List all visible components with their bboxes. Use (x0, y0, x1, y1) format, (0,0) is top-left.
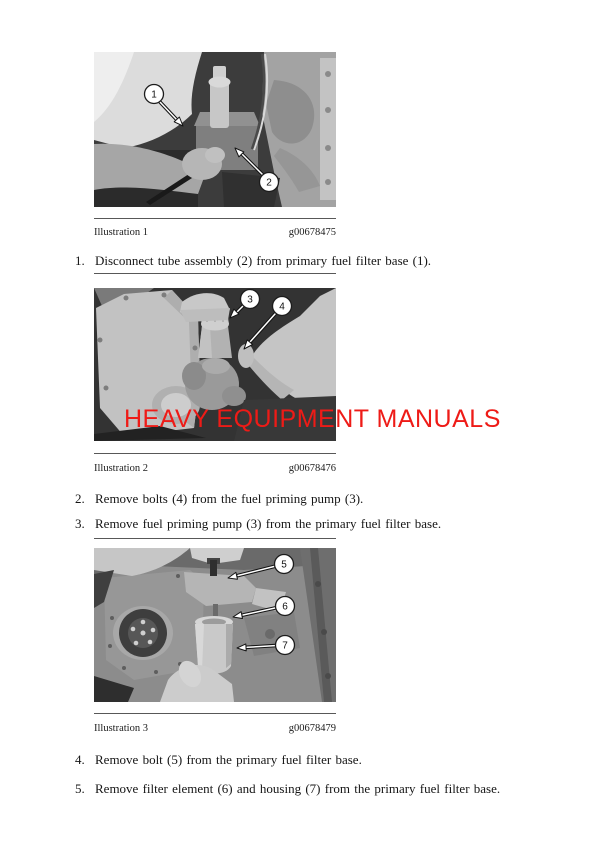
step-3-text: Remove fuel priming pump (3) from the primary fuel filter base. (95, 516, 442, 531)
step-2 (75, 491, 550, 507)
illustration-1-code: g00678475 (288, 227, 336, 238)
callout-7-number: 7 (282, 640, 288, 652)
illustration-3-top-divider (94, 538, 336, 539)
step-5-number: 5. (75, 781, 85, 796)
callout-6-number: 6 (282, 601, 288, 613)
illustration-2-top-divider (94, 273, 336, 274)
illustration-1-photo (94, 52, 336, 207)
callout-2-number: 2 (266, 177, 272, 189)
step-4 (75, 752, 550, 768)
illustration-1-divider (94, 218, 336, 219)
step-3-number: 3. (75, 516, 85, 531)
step-3 (75, 516, 550, 532)
illustration-2-label: Illustration 2 (94, 463, 148, 474)
illustration-2-caption (94, 462, 336, 475)
step-2-text: Remove bolts (4) from the fuel priming pump (3). (95, 491, 364, 506)
step-5 (75, 781, 550, 797)
callout-4-number: 4 (279, 301, 285, 313)
watermark-text: HEAVY EQUIPMENT MANUALS (124, 405, 501, 433)
illustration-3-photo (94, 548, 336, 702)
illustration-1-caption (94, 226, 336, 239)
filter-element-housing-graphic (94, 548, 336, 702)
callout-1-number: 1 (151, 89, 157, 101)
step-1-number: 1. (75, 253, 85, 268)
illustration-2-divider (94, 453, 336, 454)
illustration-3-caption (94, 722, 336, 735)
step-4-text: Remove bolt (5) from the primary fuel filter base. (95, 752, 362, 767)
step-1-text: Disconnect tube assembly (2) from primary fuel filter base (1). (95, 253, 432, 268)
illustration-3-divider (94, 713, 336, 714)
illustration-1-label: Illustration 1 (94, 227, 148, 238)
callout-3-number: 3 (247, 294, 253, 306)
step-2-number: 2. (75, 491, 85, 506)
illustration-3-code: g00678479 (288, 723, 336, 734)
step-1 (75, 253, 550, 269)
step-4-number: 4. (75, 752, 85, 767)
step-5-text: Remove filter element (6) and housing (7) from the primary fuel filter base. (95, 781, 501, 796)
illustration-3-label: Illustration 3 (94, 723, 148, 734)
callout-5-number: 5 (281, 559, 287, 571)
engine-tube-assembly-graphic (94, 52, 336, 207)
illustration-2-code: g00678476 (288, 463, 336, 474)
